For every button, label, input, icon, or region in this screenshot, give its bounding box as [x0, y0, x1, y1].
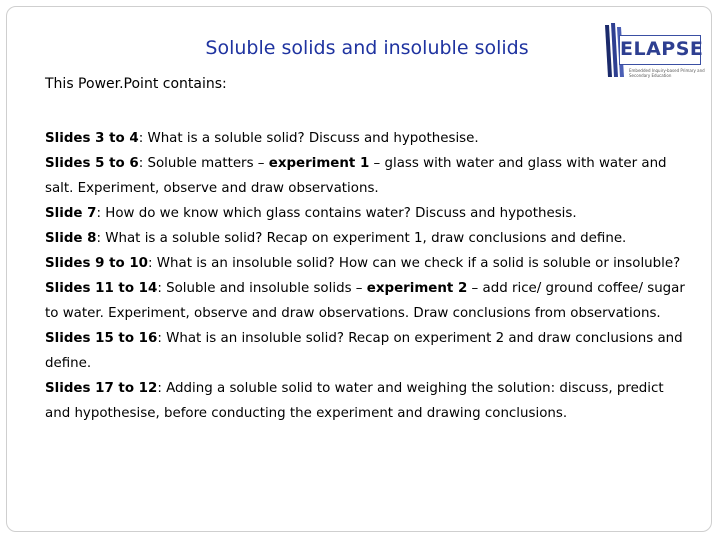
slide-range: Slides 15 to 16	[45, 331, 158, 346]
item-text: : What is an insoluble solid? Recap on experiment 2 and draw conclusions and define.	[45, 331, 683, 371]
item-text: : What is a soluble solid? Discuss and hypothesise.	[138, 131, 479, 146]
list-item	[45, 151, 690, 201]
list-item	[45, 276, 690, 326]
item-text: : Adding a soluble solid to water and weighing the solution: discuss, predict and hypothesise, before conducting the experiment and drawing conclusions.	[45, 381, 664, 421]
item-text: : Soluble and insoluble solids –	[157, 281, 367, 296]
slide-contents-list	[45, 126, 690, 426]
list-item	[45, 326, 690, 376]
item-text: : What is a soluble solid? Recap on experiment 1, draw conclusions and define.	[96, 231, 627, 246]
logo-wordmark: ELAPSE	[619, 35, 701, 65]
slide-range: Slide 7	[45, 206, 97, 221]
list-item	[45, 126, 690, 151]
experiment-label: experiment 2	[366, 281, 468, 296]
slide-title: Soluble solids and insoluble solids	[205, 37, 529, 59]
item-text: : Soluble matters –	[138, 156, 269, 171]
slide-range: Slides 17 to 12	[45, 381, 158, 396]
item-text: – glass with water and glass with water and salt. Experiment, observe and draw observations.	[45, 156, 667, 196]
slide-range: Slides 3 to 4	[45, 131, 139, 146]
intro-text: This Power.Point contains:	[45, 76, 227, 92]
experiment-label: experiment 1	[268, 156, 370, 171]
list-item	[45, 226, 690, 251]
list-item	[45, 376, 690, 426]
item-text: : How do we know which glass contains water? Discuss and hypothesis.	[96, 206, 577, 221]
item-text: – add rice/ ground coffee/ sugar to water. Experiment, observe and draw observations. Draw conclusions from observations.	[45, 281, 685, 321]
slide-frame	[6, 6, 712, 532]
slide-range: Slides 9 to 10	[45, 256, 148, 271]
elapse-logo	[603, 21, 707, 101]
slide-range: Slide 8	[45, 231, 97, 246]
list-item	[45, 201, 690, 226]
slide-range: Slides 5 to 6	[45, 156, 139, 171]
logo-subtitle: Embedded Inquiry-based Primary and Secondary Education	[629, 68, 705, 78]
item-text: : What is an insoluble solid? How can we check if a solid is soluble or insoluble?	[148, 256, 681, 271]
list-item	[45, 251, 690, 276]
slide-range: Slides 11 to 14	[45, 281, 158, 296]
